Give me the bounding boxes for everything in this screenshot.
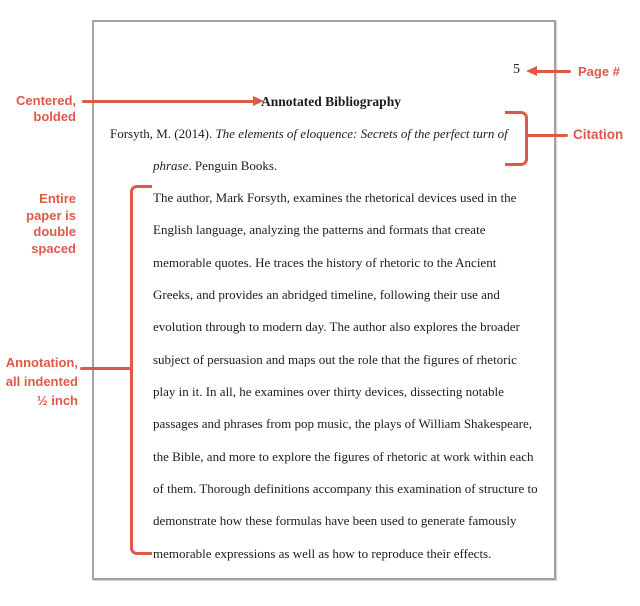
text-line: all indented	[5, 374, 78, 389]
text-line: memorable expressions as well as how to reproduce their effects.	[153, 545, 492, 561]
citation-line-2	[153, 158, 277, 174]
document-title: Annotated Bibliography	[261, 94, 401, 109]
centered-bolded-label	[6, 93, 76, 125]
text-line: Annotation,	[5, 355, 78, 370]
page-number-label: Page #	[578, 64, 620, 79]
text-line: subject of persuasion and maps out the role that the figures of rhetoric	[153, 351, 517, 367]
annotation-bracket	[130, 185, 152, 555]
text-line: spaced	[31, 240, 76, 256]
text-line: of them. Thorough definitions accompany this examination of structure to	[153, 481, 538, 497]
title-arrow-line	[82, 100, 254, 103]
text-line: bolded	[33, 109, 76, 124]
citation-line-1	[110, 126, 508, 142]
text-line: Entire	[39, 191, 76, 206]
text-line: passages and phrases from pop music, the plays of William Shakespeare,	[153, 416, 533, 432]
text-line: demonstrate how these formulas have been used to generate famously	[153, 513, 517, 529]
page-number-arrow-line	[535, 70, 571, 73]
text-line: the Bible, and more to explore the figures of rhetoric at work within each	[153, 448, 534, 464]
text-line: Centered,	[16, 93, 76, 108]
citation-author-year: Forsyth, M. (2014).	[110, 126, 216, 141]
text-line: paper is	[26, 207, 76, 223]
text-line: play in it. In all, he examines over thirty devices, dissecting notable	[153, 384, 504, 400]
page-number: 5	[513, 62, 520, 77]
double-spaced-label	[6, 191, 76, 257]
citation-book-title-part2: phrase	[153, 158, 189, 173]
text-line: The author, Mark Forsyth, examines the rhetorical devices used in the	[153, 190, 517, 205]
text-line: double	[33, 224, 76, 239]
title-arrowhead-icon	[253, 96, 264, 106]
annotation-connector-line	[80, 367, 131, 370]
citation-connector-line	[527, 134, 568, 137]
citation-label: Citation	[573, 127, 624, 142]
text-line: ½ inch	[36, 393, 78, 408]
citation-publisher: . Penguin Books.	[188, 158, 278, 173]
annotation-indent-label	[0, 353, 78, 410]
citation-book-title-part1: The elements of eloquence: Secrets of the perfect turn of	[215, 126, 508, 141]
annotation-paragraph	[153, 182, 545, 570]
text-line: memorable quotes. He traces the history of rhetoric to the Ancient	[153, 254, 497, 270]
text-line: evolution through to modern day. The author also explores the broader	[153, 319, 520, 335]
text-line: English language, analyzing the patterns and formats that create	[153, 222, 486, 238]
text-line: Greeks, and provides an abridged timeline, following their use and	[153, 287, 500, 303]
citation-bracket	[505, 111, 528, 166]
